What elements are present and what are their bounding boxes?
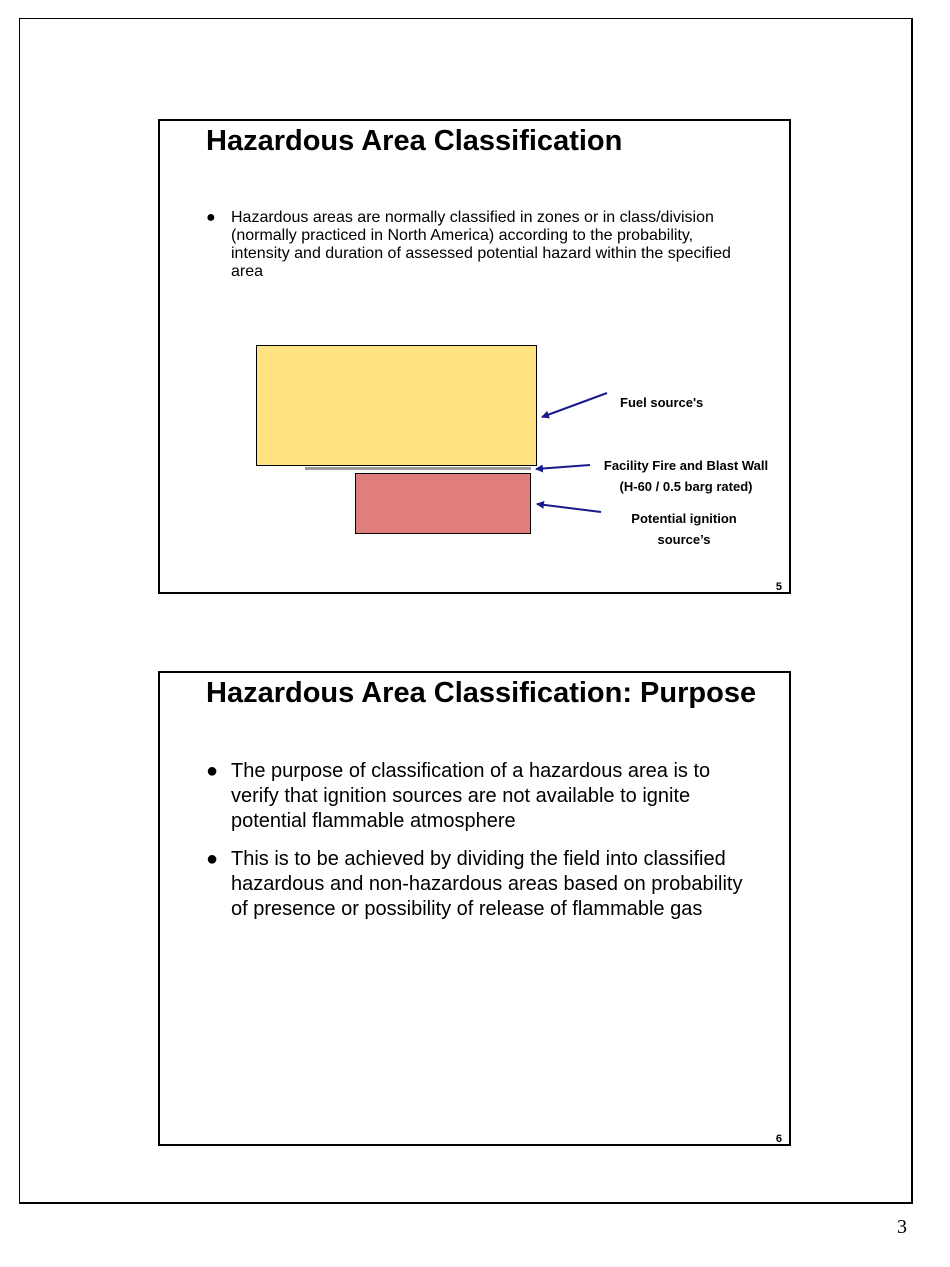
bullet-icon: ●: [206, 209, 216, 226]
blast-wall-label: Facility Fire and Blast Wall (H-60 / 0.5 barg rated): [603, 458, 769, 494]
bullet-list: [206, 759, 756, 935]
ignition-source-label: Potential ignition source’s: [631, 511, 737, 547]
ignition-arrow: [537, 504, 601, 512]
hazard-diagram: [160, 121, 793, 596]
fuel-source-label: Fuel source's: [620, 395, 704, 410]
slide-number: 6: [775, 1133, 782, 1145]
slide-hazardous-area-classification: [158, 119, 791, 594]
bullet-item: [206, 759, 756, 834]
slide-title: Hazardous Area Classification: [206, 125, 623, 157]
slide-classification-purpose: [158, 671, 791, 1146]
bullet-text: The purpose of classification of a hazardous area is to verify that ignition sources are not available to ignite potential flammable atmosphere: [231, 760, 711, 832]
fuel-arrow: [542, 393, 607, 417]
bullet-text: Hazardous areas are normally classified in zones or in class/division (normally practiced in North America) according to the probability, intensity and duration of assessed potential hazard within the specified area: [231, 209, 731, 280]
bullet-icon: ●: [206, 848, 219, 870]
page-number: 3: [897, 1216, 907, 1238]
wall-arrow: [536, 465, 590, 469]
bullet-icon: ●: [206, 760, 219, 782]
bullet-text: This is to be achieved by dividing the field into classified hazardous and non-hazardous areas based on probability of presence or possibility of release of flammable gas: [231, 848, 743, 920]
slide-title: Hazardous Area Classification: Purpose: [206, 677, 757, 709]
bullet-item: [206, 847, 756, 922]
slide-number: 5: [775, 581, 782, 593]
